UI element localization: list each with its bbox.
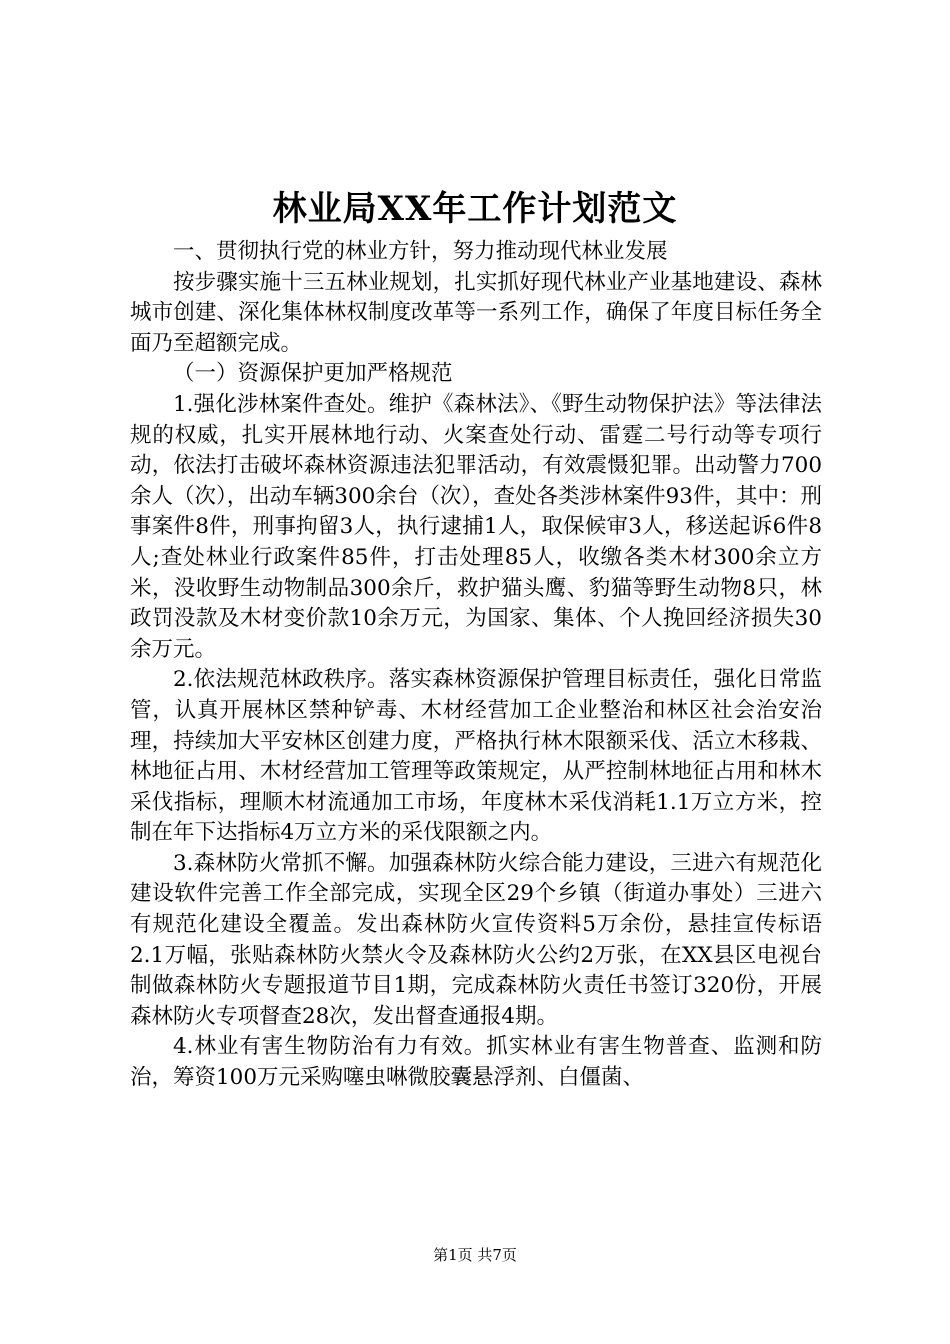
paragraph-item-4: 4.林业有害生物防治有力有效。抓实林业有害生物普查、监测和防治，筹资100万元采购噻虫啉微胶囊悬浮剂、白僵菌、 <box>130 1034 822 1091</box>
paragraph-item-1: 1.强化涉林案件查处。维护《森林法》、《野生动物保护法》等法律法规的权威，扎实开展林地行动、火案查处行动、雷霆二号行动等专项行动，依法打击破坏森林资源违法犯罪活动，有效震慑犯罪。出动警力700余人（次），出动车辆300余台（次），查处各类涉林案件93件，其中：刑事案件8件，刑事拘留3人，执行逮捕1人，取保候审3人，移送起诉6件8人;查处林业行政案件85件，打击处理85人，收缴各类木材300余立方米，没收野生动物制品300余斤，救护猫头鹰、豹猫等野生动物8只，林政罚没款及木材变价款10余万元，为国家、集体、个人挽回经济损失30余万元。 <box>130 391 822 662</box>
paragraph-item-3: 3.森林防火常抓不懈。加强森林防火综合能力建设，三进六有规范化建设软件完善工作全部完成，实现全区29个乡镇（街道办事处）三进六有规范化建设全覆盖。发出森林防火宣传资料5万余份，悬挂宣传标语2.1万幅，张贴森林防火禁火令及森林防火公约2万张，在XX县区电视台制做森林防火专题报道节目1期，完成森林防火责任书签订320份，开展森林防火专项督查28次，发出督查通报4期。 <box>130 850 822 1029</box>
page-footer: 第1页 共7页 <box>433 1246 517 1264</box>
document-body <box>130 237 822 1094</box>
subsection-heading-1: （一）资源保护更加严格规范 <box>173 361 453 387</box>
paragraph-item-2: 2.依法规范林政秩序。落实森林资源保护管理目标责任，强化日常监管，认真开展林区禁种铲毒、木材经营加工企业整治和林区社会治安治理，持续加大平安林区创建力度，严格执行林木限额采伐、活立木移栽、林地征占用、木材经营加工管理等政策规定，从严控制林地征占用和林木采伐指标，理顺木材流通加工市场，年度林木采伐消耗1.1万立方米，控制在年下达指标4万立方米的采伐限额之内。 <box>130 667 822 846</box>
document-title: 林业局XX年工作计划范文 <box>272 189 678 229</box>
paragraph-intro: 按步骤实施十三五林业规划，扎实抓好现代林业产业基地建设、森林城市创建、深化集体林权制度改革等一系列工作，确保了年度目标任务全面乃至超额完成。 <box>130 269 822 356</box>
section-heading-1: 一、贯彻执行党的林业方针，努力推动现代林业发展 <box>173 239 668 264</box>
